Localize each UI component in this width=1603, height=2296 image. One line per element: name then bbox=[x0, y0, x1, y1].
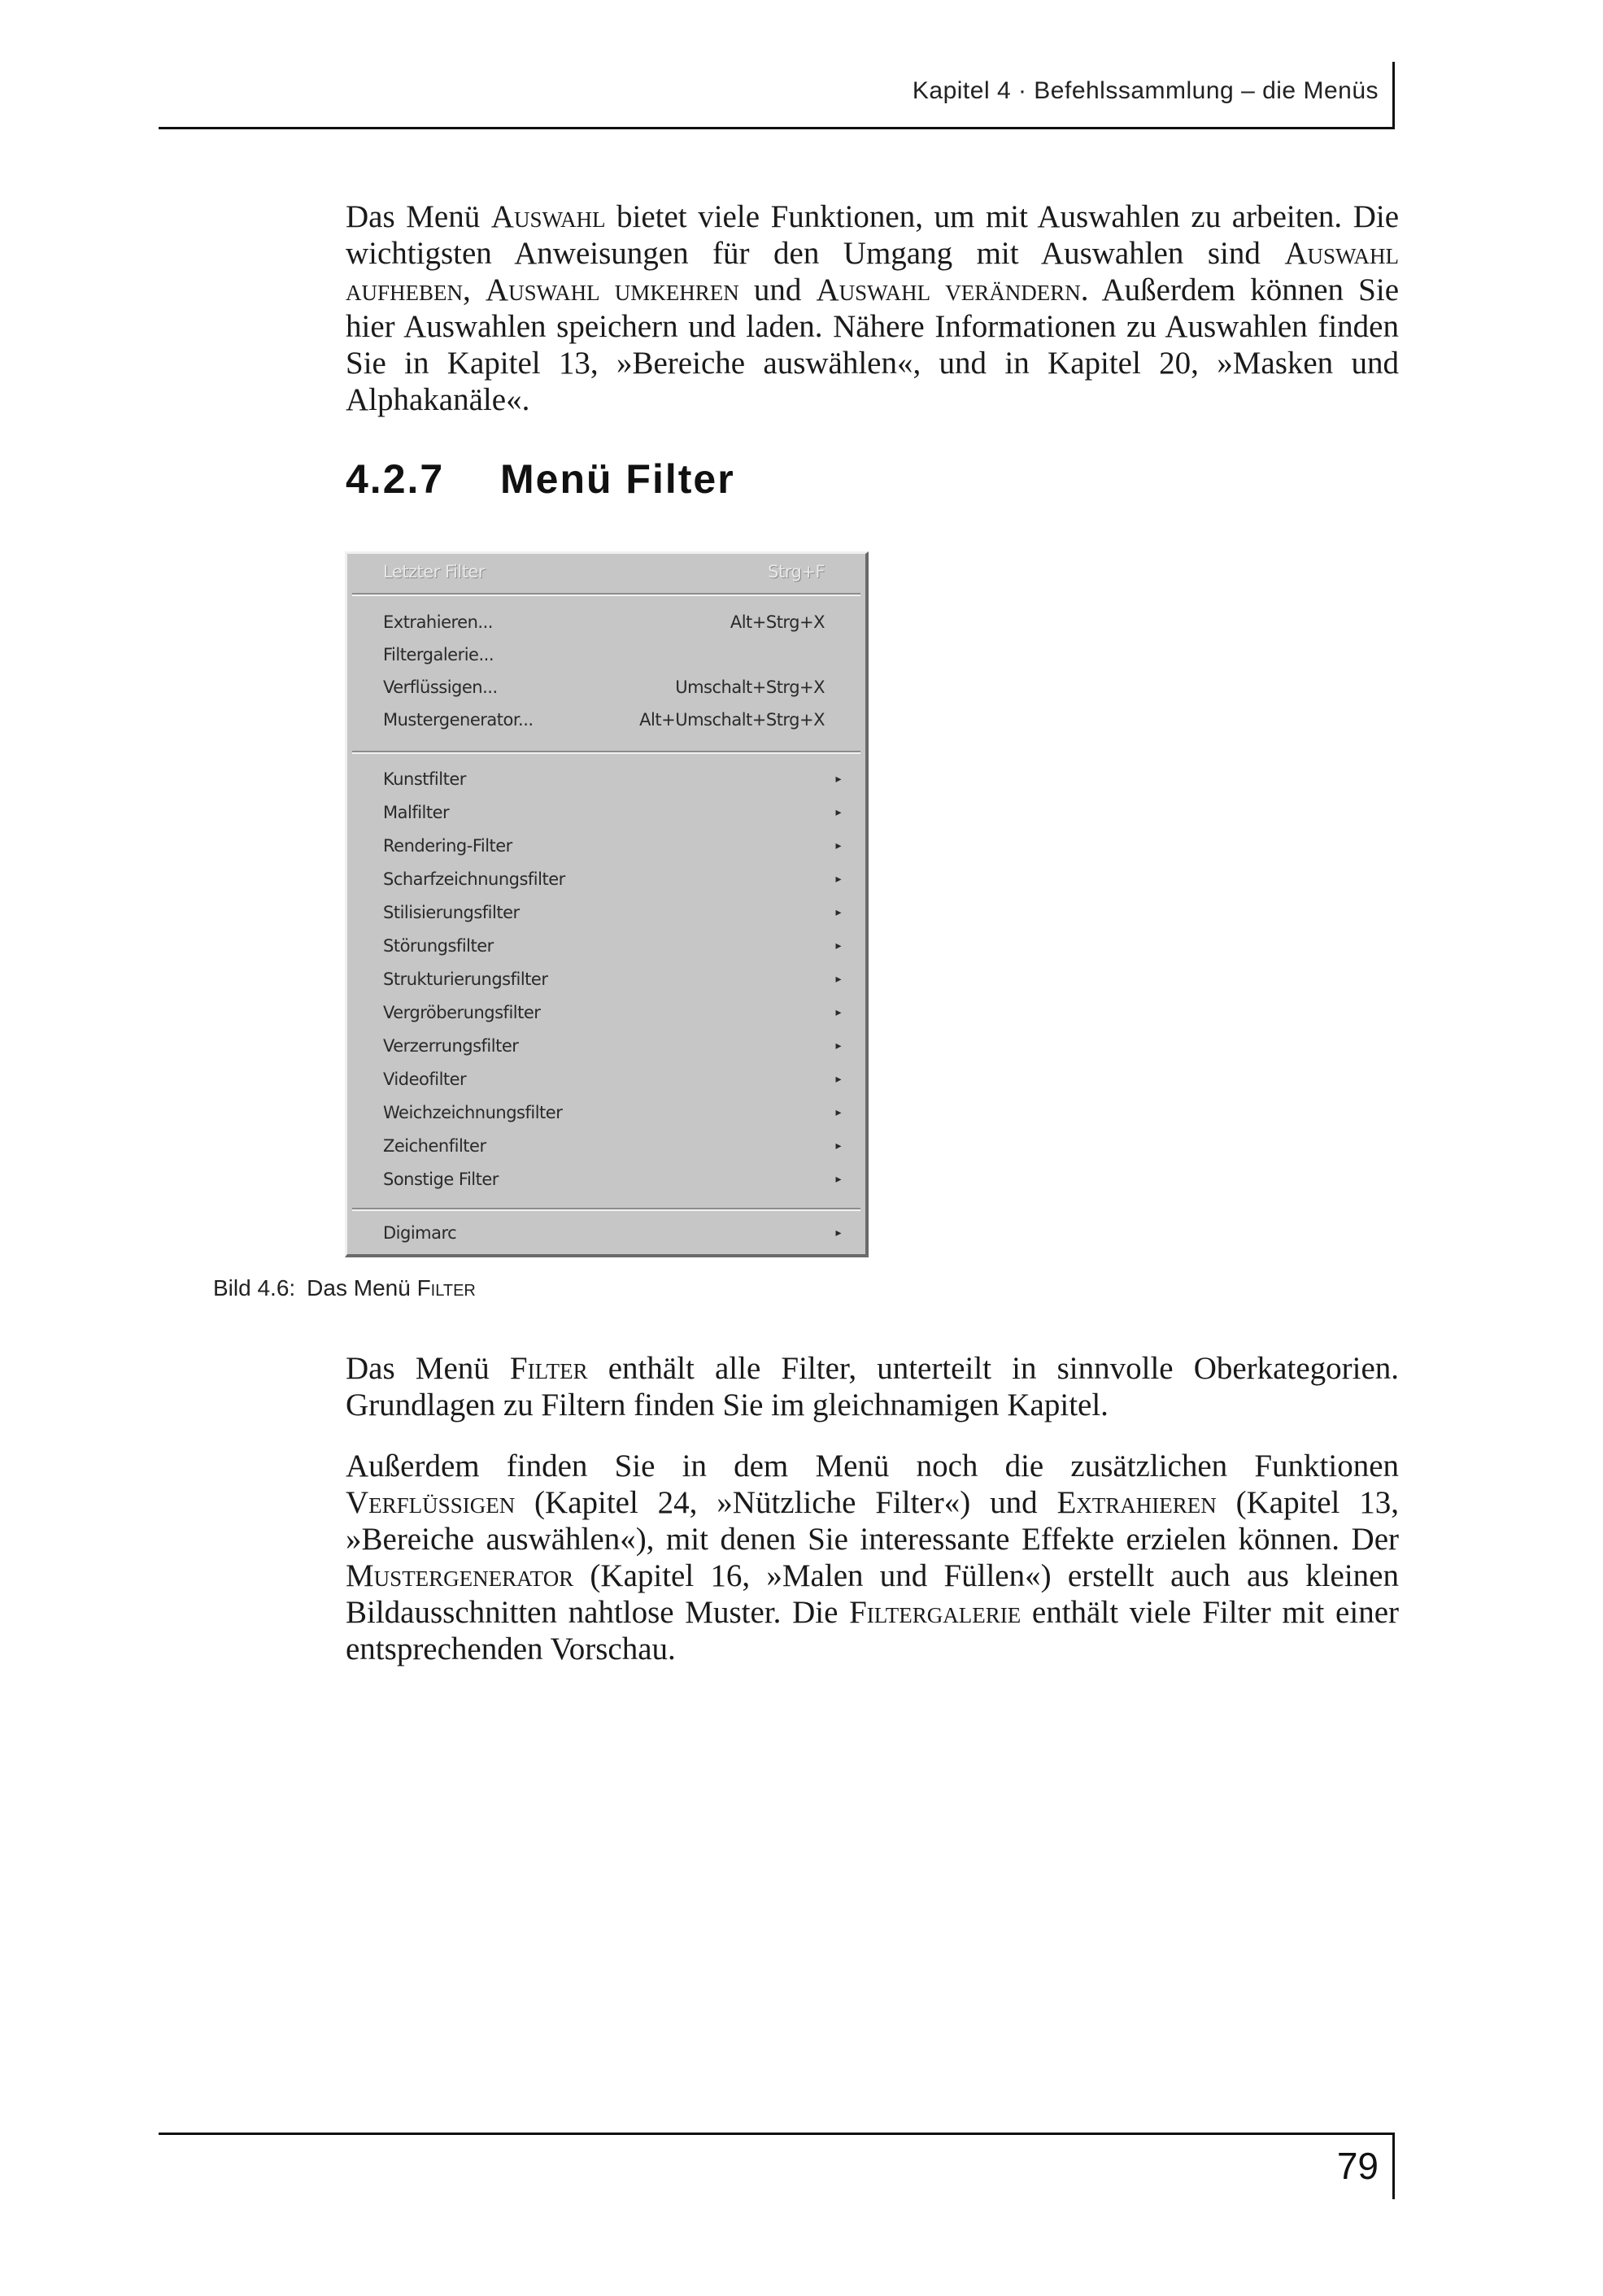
running-header: Kapitel 4 · Befehlssammlung – die Menüs bbox=[912, 77, 1379, 104]
menu-separator bbox=[352, 593, 860, 596]
menu-item-shortcut: Umschalt+Strg+X bbox=[675, 677, 825, 697]
menu-item-vergroeberungsfilter[interactable] bbox=[383, 996, 841, 1029]
menu-term-extrahieren: Extrahieren bbox=[1056, 1485, 1217, 1520]
figure-caption bbox=[213, 1275, 476, 1301]
menu-item-label: Digimarc bbox=[383, 1223, 457, 1243]
text-run: , bbox=[463, 272, 486, 307]
figure-label: Bild 4.6: bbox=[213, 1275, 296, 1300]
menu-item-extrahieren[interactable] bbox=[383, 606, 841, 638]
text-run: (Kapitel 24, »Nützliche Filter«) und bbox=[515, 1485, 1057, 1520]
submenu-arrow-icon: ▸ bbox=[835, 1073, 841, 1086]
menu-item-label: Vergröberungsfilter bbox=[383, 1003, 541, 1022]
header-rule bbox=[159, 127, 1395, 129]
menu-item-label: Scharfzeichnungsfilter bbox=[383, 869, 565, 889]
text-run: Außerdem finden Sie in dem Menü noch die zusätzlichen Funktionen bbox=[346, 1449, 1399, 1483]
section-heading bbox=[346, 455, 735, 503]
text-run: (Kapitel 13, »Bereiche auswählen«), mit denen Sie interessante Effekte erzielen können. Der bbox=[346, 1485, 1399, 1557]
menu-item-label: Verflüssigen... bbox=[383, 677, 498, 697]
submenu-arrow-icon: ▸ bbox=[835, 1139, 841, 1152]
text-run: enthält alle Filter, unterteilt in sinnvolle Oberkategorien. Grundlagen zu Filtern finden Sie im gleichnamigen Kapitel. bbox=[346, 1351, 1400, 1422]
figure-caption-text: Das Menü bbox=[307, 1275, 417, 1300]
menu-term-filter: Filter bbox=[509, 1351, 588, 1386]
section-number: 4.2.7 bbox=[346, 456, 445, 502]
filter-menu-screenshot bbox=[345, 551, 869, 1257]
menu-item-label: Weichzeichnungsfilter bbox=[383, 1103, 563, 1122]
menu-separator bbox=[352, 1208, 860, 1211]
footer-rule bbox=[159, 2133, 1395, 2135]
menu-item-shortcut: Strg+F bbox=[768, 562, 825, 582]
menu-item-malfilter[interactable] bbox=[383, 796, 841, 829]
text-run: Das Menü bbox=[346, 199, 491, 234]
menu-item-videofilter[interactable] bbox=[383, 1063, 841, 1096]
text-run: . Außerdem können Sie hier Auswahlen speichern und laden. Nähere Informationen zu Auswahlen finden Sie in Kapitel 13, »Bereiche auswählen«, und in Kapitel 20, »Masken und Alphakanäle«. bbox=[346, 272, 1400, 417]
menu-item-zeichenfilter[interactable] bbox=[383, 1130, 841, 1162]
menu-item-stoerungsfilter[interactable] bbox=[383, 930, 841, 962]
submenu-arrow-icon: ▸ bbox=[835, 773, 841, 786]
menu-item-label: Stilisierungsfilter bbox=[383, 903, 520, 922]
figure-caption-term: Filter bbox=[416, 1275, 476, 1300]
submenu-arrow-icon: ▸ bbox=[835, 839, 841, 852]
submenu-arrow-icon: ▸ bbox=[835, 1173, 841, 1186]
footer-vertical-rule bbox=[1392, 2133, 1395, 2199]
submenu-arrow-icon: ▸ bbox=[835, 806, 841, 819]
menu-item-digimarc[interactable] bbox=[383, 1217, 841, 1249]
text-run: Das Menü bbox=[346, 1351, 510, 1386]
menu-item-label: Zeichenfilter bbox=[383, 1136, 486, 1156]
submenu-arrow-icon: ▸ bbox=[835, 1006, 841, 1019]
menu-term-verfluessigen: Verflüssigen bbox=[346, 1485, 516, 1520]
menu-term-auswahl-umkehren: Auswahl umkehren bbox=[485, 272, 739, 307]
menu-item-label: Kunstfilter bbox=[383, 769, 466, 789]
menu-item-verfluessigen[interactable] bbox=[383, 671, 841, 704]
menu-term-mustergenerator: Mustergenerator bbox=[346, 1558, 574, 1593]
menu-item-label: Filtergalerie... bbox=[383, 645, 494, 664]
submenu-arrow-icon: ▸ bbox=[835, 973, 841, 986]
menu-item-rendering-filter[interactable] bbox=[383, 830, 841, 862]
menu-term-filtergalerie: Filtergalerie bbox=[849, 1595, 1021, 1630]
menu-item-label: Rendering-Filter bbox=[383, 836, 512, 856]
menu-item-shortcut: Alt+Umschalt+Strg+X bbox=[639, 710, 825, 730]
submenu-arrow-icon: ▸ bbox=[835, 1226, 841, 1239]
text-run: enthält viele Filter mit einer entsprechenden Vorschau. bbox=[346, 1595, 1399, 1666]
menu-item-stilisierungsfilter[interactable] bbox=[383, 896, 841, 929]
menu-item-sonstige-filter[interactable] bbox=[383, 1163, 841, 1196]
menu-item-weichzeichnungsfilter[interactable] bbox=[383, 1096, 841, 1129]
menu-item-label: Verzerrungsfilter bbox=[383, 1036, 519, 1056]
menu-item-shortcut: Alt+Strg+X bbox=[730, 612, 825, 632]
menu-item-scharfzeichnungsfilter[interactable] bbox=[383, 863, 841, 895]
header-vertical-rule bbox=[1392, 62, 1395, 129]
menu-item-label: Videofilter bbox=[383, 1070, 467, 1089]
menu-item-strukturierungsfilter[interactable] bbox=[383, 963, 841, 996]
menu-item-last-filter[interactable] bbox=[383, 555, 841, 588]
menu-item-mustergenerator[interactable] bbox=[383, 704, 841, 736]
menu-item-label: Letzter Filter bbox=[383, 562, 485, 582]
paragraph-additional-functions bbox=[346, 1448, 1399, 1667]
page-number: 79 bbox=[1336, 2145, 1379, 2187]
menu-term-auswahl: Auswahl bbox=[490, 199, 606, 234]
submenu-arrow-icon: ▸ bbox=[835, 906, 841, 919]
paragraph-auswahl-menu bbox=[346, 198, 1399, 418]
menu-term-auswahl-aufheben: Auswahl aufheben bbox=[346, 236, 1399, 307]
text-run: bietet viele Funktionen, um mit Auswahlen zu arbeiten. Die wichtigsten Anweisungen für den Umgang mit Auswahlen sind bbox=[346, 199, 1400, 271]
section-title: Menü Filter bbox=[500, 456, 735, 502]
menu-item-verzerrungsfilter[interactable] bbox=[383, 1030, 841, 1062]
menu-item-filtergalerie[interactable] bbox=[383, 638, 841, 671]
menu-item-label: Strukturierungsfilter bbox=[383, 969, 548, 989]
menu-separator bbox=[352, 751, 860, 754]
submenu-arrow-icon: ▸ bbox=[835, 939, 841, 952]
menu-item-label: Sonstige Filter bbox=[383, 1170, 499, 1189]
menu-item-label: Mustergenerator... bbox=[383, 710, 534, 730]
menu-item-kunstfilter[interactable] bbox=[383, 763, 841, 795]
submenu-arrow-icon: ▸ bbox=[835, 1039, 841, 1052]
paragraph-filter-menu bbox=[346, 1350, 1399, 1423]
menu-item-label: Malfilter bbox=[383, 803, 450, 822]
submenu-arrow-icon: ▸ bbox=[835, 1106, 841, 1119]
menu-item-label: Extrahieren... bbox=[383, 612, 493, 632]
text-run: und bbox=[738, 272, 817, 307]
text-run: (Kapitel 16, »Malen und Füllen«) erstellt auch aus kleinen Bildausschnitten nahtlose Muster. Die bbox=[346, 1558, 1399, 1630]
menu-item-label: Störungsfilter bbox=[383, 936, 494, 956]
submenu-arrow-icon: ▸ bbox=[835, 873, 841, 886]
menu-term-auswahl-veraendern: Auswahl verändern bbox=[816, 272, 1081, 307]
